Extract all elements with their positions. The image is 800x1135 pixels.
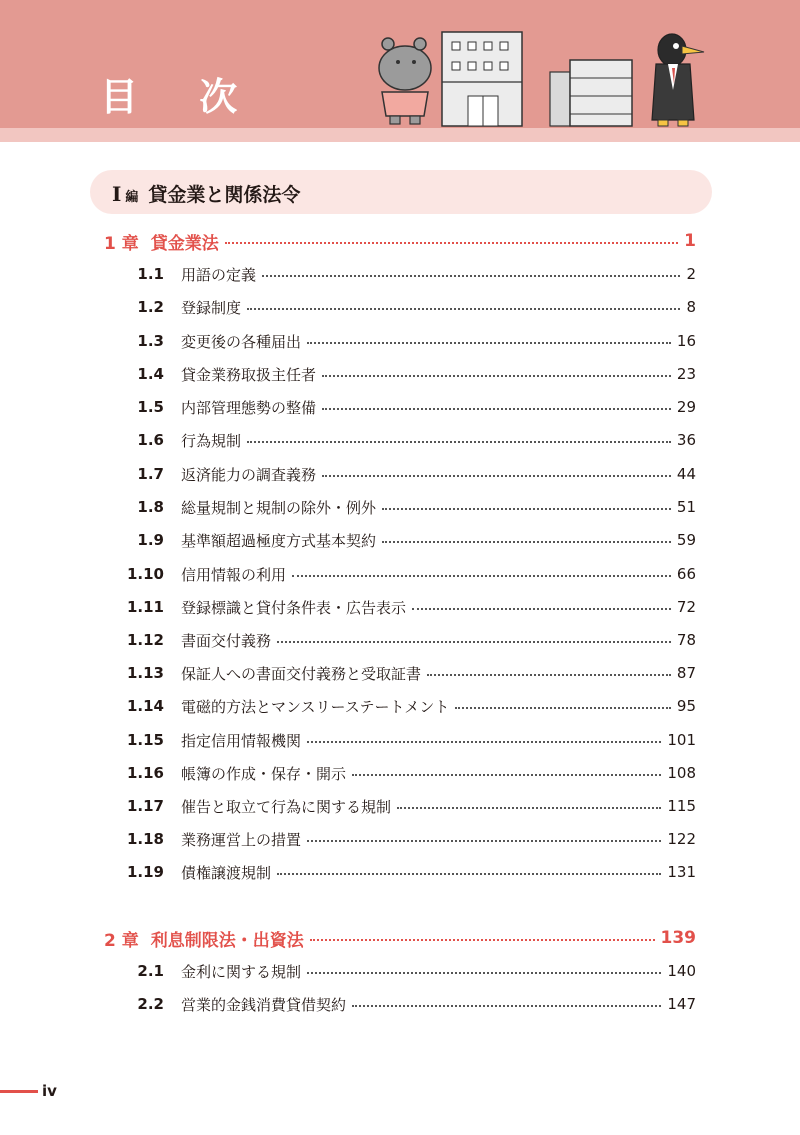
dot-leader (247, 441, 671, 443)
chapter-title: 貸金業法 (150, 233, 219, 254)
part-label-word: 編 (125, 190, 139, 205)
section-title: 営業的金銭消費貸借契約 (181, 995, 347, 1014)
toc-entry-1-2[interactable] (120, 295, 696, 319)
section-number: 1.10 (126, 565, 164, 583)
toc-chapter-1[interactable] (104, 229, 696, 253)
dot-leader (277, 641, 671, 643)
toc-entry-1-7[interactable] (120, 462, 696, 486)
section-title: 指定信用情報機関 (181, 731, 302, 750)
dot-leader (277, 873, 661, 875)
section-number: 1.12 (126, 631, 164, 649)
section-page: 108 (667, 764, 696, 782)
section-page: 16 (676, 332, 696, 350)
dot-leader (225, 242, 678, 244)
dot-leader (397, 807, 661, 809)
section-title: 行為規制 (181, 431, 242, 450)
section-title: 電磁的方法とマンスリーステートメント (181, 697, 450, 716)
section-number: 1.17 (126, 797, 164, 815)
section-number: 1.4 (137, 365, 164, 383)
section-page: 87 (676, 664, 696, 682)
chapter-number: 2 章 (104, 930, 139, 951)
section-title: 業務運営上の措置 (181, 830, 302, 849)
section-number: 1.8 (137, 498, 164, 516)
section-page: 122 (667, 830, 696, 848)
section-page: 115 (667, 797, 696, 815)
toc-entry-1-3[interactable] (120, 329, 696, 353)
dot-leader (307, 741, 661, 743)
section-title: 総量規制と規制の除外・例外 (181, 498, 377, 517)
toc-entry-1-17[interactable] (120, 794, 696, 818)
hippo-character-illustration (379, 38, 431, 124)
toc-entry-1-14[interactable] (120, 694, 696, 718)
section-number: 1.9 (137, 531, 164, 549)
toc-entry-1-4[interactable] (120, 362, 696, 386)
section-title: 貸金業務取扱主任者 (181, 365, 317, 384)
section-number: 2.1 (137, 962, 164, 980)
section-title: 変更後の各種届出 (181, 332, 302, 351)
part-roman-numeral: I (112, 182, 122, 206)
section-number: 1.14 (126, 697, 164, 715)
section-page: 140 (667, 962, 696, 980)
section-number: 1.13 (126, 664, 164, 682)
dot-leader (247, 308, 680, 310)
toc-entry-2-1[interactable] (120, 959, 696, 983)
section-page: 36 (676, 431, 696, 449)
dot-leader (382, 508, 671, 510)
office-building-illustration (442, 32, 522, 126)
toc-entry-1-18[interactable] (120, 827, 696, 851)
section-title: 用語の定義 (181, 265, 257, 284)
section-number: 1.6 (137, 431, 164, 449)
section-page: 8 (686, 298, 696, 316)
chapter-title: 利息制限法・出資法 (150, 930, 304, 951)
small-building-illustration (550, 60, 632, 126)
dot-leader (382, 541, 671, 543)
dot-leader (322, 475, 671, 477)
toc-entry-1-11[interactable] (120, 595, 696, 619)
section-page: 101 (667, 731, 696, 749)
toc-entry-1-16[interactable] (120, 761, 696, 785)
section-number: 1.15 (126, 731, 164, 749)
toc-entry-1-15[interactable] (120, 728, 696, 752)
section-number: 1.7 (137, 465, 164, 483)
toc-entry-1-10[interactable] (120, 562, 696, 586)
section-page: 66 (676, 565, 696, 583)
dot-leader (307, 342, 671, 344)
section-page: 147 (667, 995, 696, 1013)
section-title: 催告と取立て行為に関する規制 (181, 797, 392, 816)
section-title: 帳簿の作成・保存・開示 (181, 764, 347, 783)
toc-entry-1-13[interactable] (120, 661, 696, 685)
dot-leader (455, 707, 671, 709)
section-page: 72 (676, 598, 696, 616)
dot-leader (310, 939, 655, 941)
part-title: 貸金業と関係法令 (148, 184, 301, 206)
dot-leader (322, 408, 671, 410)
dot-leader (307, 972, 661, 974)
section-title: 金利に関する規制 (181, 962, 302, 981)
section-page: 23 (676, 365, 696, 383)
section-page: 95 (676, 697, 696, 715)
chapter-number: 1 章 (104, 233, 139, 254)
section-number: 1.11 (126, 598, 164, 616)
toc-chapter-2[interactable] (104, 926, 696, 950)
section-page: 59 (676, 531, 696, 549)
toc-entry-1-8[interactable] (120, 495, 696, 519)
section-number: 1.16 (126, 764, 164, 782)
dot-leader (322, 375, 671, 377)
dot-leader (427, 674, 671, 676)
section-number: 2.2 (137, 995, 164, 1013)
section-number: 1.18 (126, 830, 164, 848)
part-heading (112, 180, 300, 204)
header-illustration (360, 20, 720, 130)
toc-entry-1-5[interactable] (120, 395, 696, 419)
dot-leader (262, 275, 680, 277)
section-page: 51 (676, 498, 696, 516)
page-number: iv (42, 1082, 57, 1100)
section-number: 1.19 (126, 863, 164, 881)
footer-rule (0, 1090, 38, 1093)
toc-entry-1-9[interactable] (120, 528, 696, 552)
section-page: 78 (676, 631, 696, 649)
section-number: 1.2 (137, 298, 164, 316)
page-title: 目 次 (100, 75, 262, 119)
dot-leader (352, 1005, 661, 1007)
section-page: 131 (667, 863, 696, 881)
section-title: 書面交付義務 (181, 631, 272, 650)
section-title: 返済能力の調査義務 (181, 465, 317, 484)
section-page: 29 (676, 398, 696, 416)
header-strip (0, 128, 800, 142)
section-number: 1.5 (137, 398, 164, 416)
chapter-page: 139 (660, 928, 696, 948)
bird-businessman-illustration (652, 34, 704, 126)
toc-entry-1-1[interactable] (120, 262, 696, 286)
section-title: 登録制度 (181, 298, 242, 317)
dot-leader (412, 608, 671, 610)
toc-entry-2-2[interactable] (120, 992, 696, 1016)
section-title: 保証人への書面交付義務と受取証書 (181, 664, 422, 683)
toc-entry-1-19[interactable] (120, 860, 696, 884)
section-number: 1.1 (137, 265, 164, 283)
toc-entry-1-12[interactable] (120, 628, 696, 652)
toc-entry-1-6[interactable] (120, 428, 696, 452)
section-page: 2 (686, 265, 696, 283)
chapter-page: 1 (684, 231, 696, 251)
section-title: 基準額超過極度方式基本契約 (181, 531, 377, 550)
section-title: 内部管理態勢の整備 (181, 398, 317, 417)
section-title: 信用情報の利用 (181, 565, 287, 584)
dot-leader (292, 575, 671, 577)
dot-leader (352, 774, 661, 776)
section-page: 44 (676, 465, 696, 483)
section-number: 1.3 (137, 332, 164, 350)
section-title: 債権譲渡規制 (181, 863, 272, 882)
section-title: 登録標識と貸付条件表・広告表示 (181, 598, 407, 617)
dot-leader (307, 840, 661, 842)
